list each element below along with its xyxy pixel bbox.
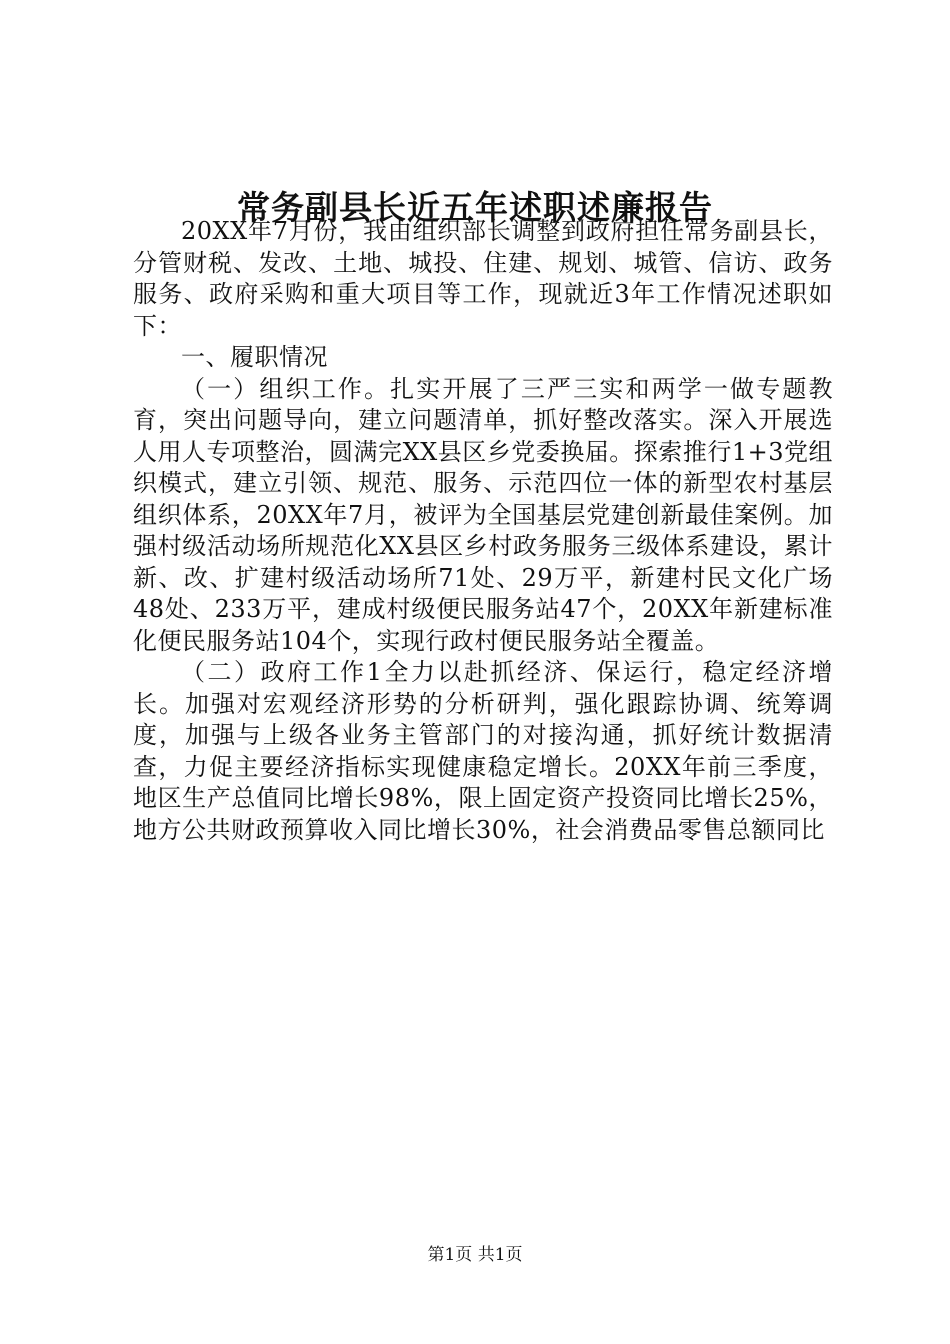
document-body (133, 216, 833, 846)
government-work-paragraph: （二）政府工作1全力以赴抓经济、保运行，稳定经济增长。加强对宏观经济形势的分析研判，强化跟踪协调、统筹调度，加强与上级各业务主管部门的对接沟通，抓好统计数据清查，力促主要经济指标实现健康稳定增长。20XX年前三季度，地区生产总值同比增长98%，限上固定资产投资同比增长25%，地方公共财政预算收入同比增长30%，社会消费品零售总额同比 (133, 658, 833, 844)
page-footer: 第1页 共1页 (427, 1245, 523, 1265)
intro-paragraph: 20XX年7月份，我由组织部长调整到政府担任常务副县长，分管财税、发改、土地、城投、住建、规划、城管、信访、政务服务、政府采购和重大项目等工作，现就近3年工作情况述职如下： (133, 217, 833, 340)
document-title: 常务副县长近五年述职述廉报告 (237, 188, 713, 227)
section-heading: 一、履职情况 (181, 343, 328, 371)
organization-work-paragraph: （一）组织工作。扎实开展了三严三实和两学一做专题教育，突出问题导向，建立问题清单，抓好整改落实。深入开展选人用人专项整治，圆满完XX县区乡党委换届。探索推行1+3党组织模式，建立引领、规范、服务、示范四位一体的新型农村基层组织体系，20XX年7月，被评为全国基层党建创新最佳案例。加强村级活动场所规范化XX县区乡村政务服务三级体系建设，累计新、改、扩建村级活动场所71处、29万平，新建村民文化广场48处、233万平，建成村级便民服务站47个，20XX年新建标准化便民服务站104个，实现行政村便民服务站全覆盖。 (133, 374, 833, 655)
